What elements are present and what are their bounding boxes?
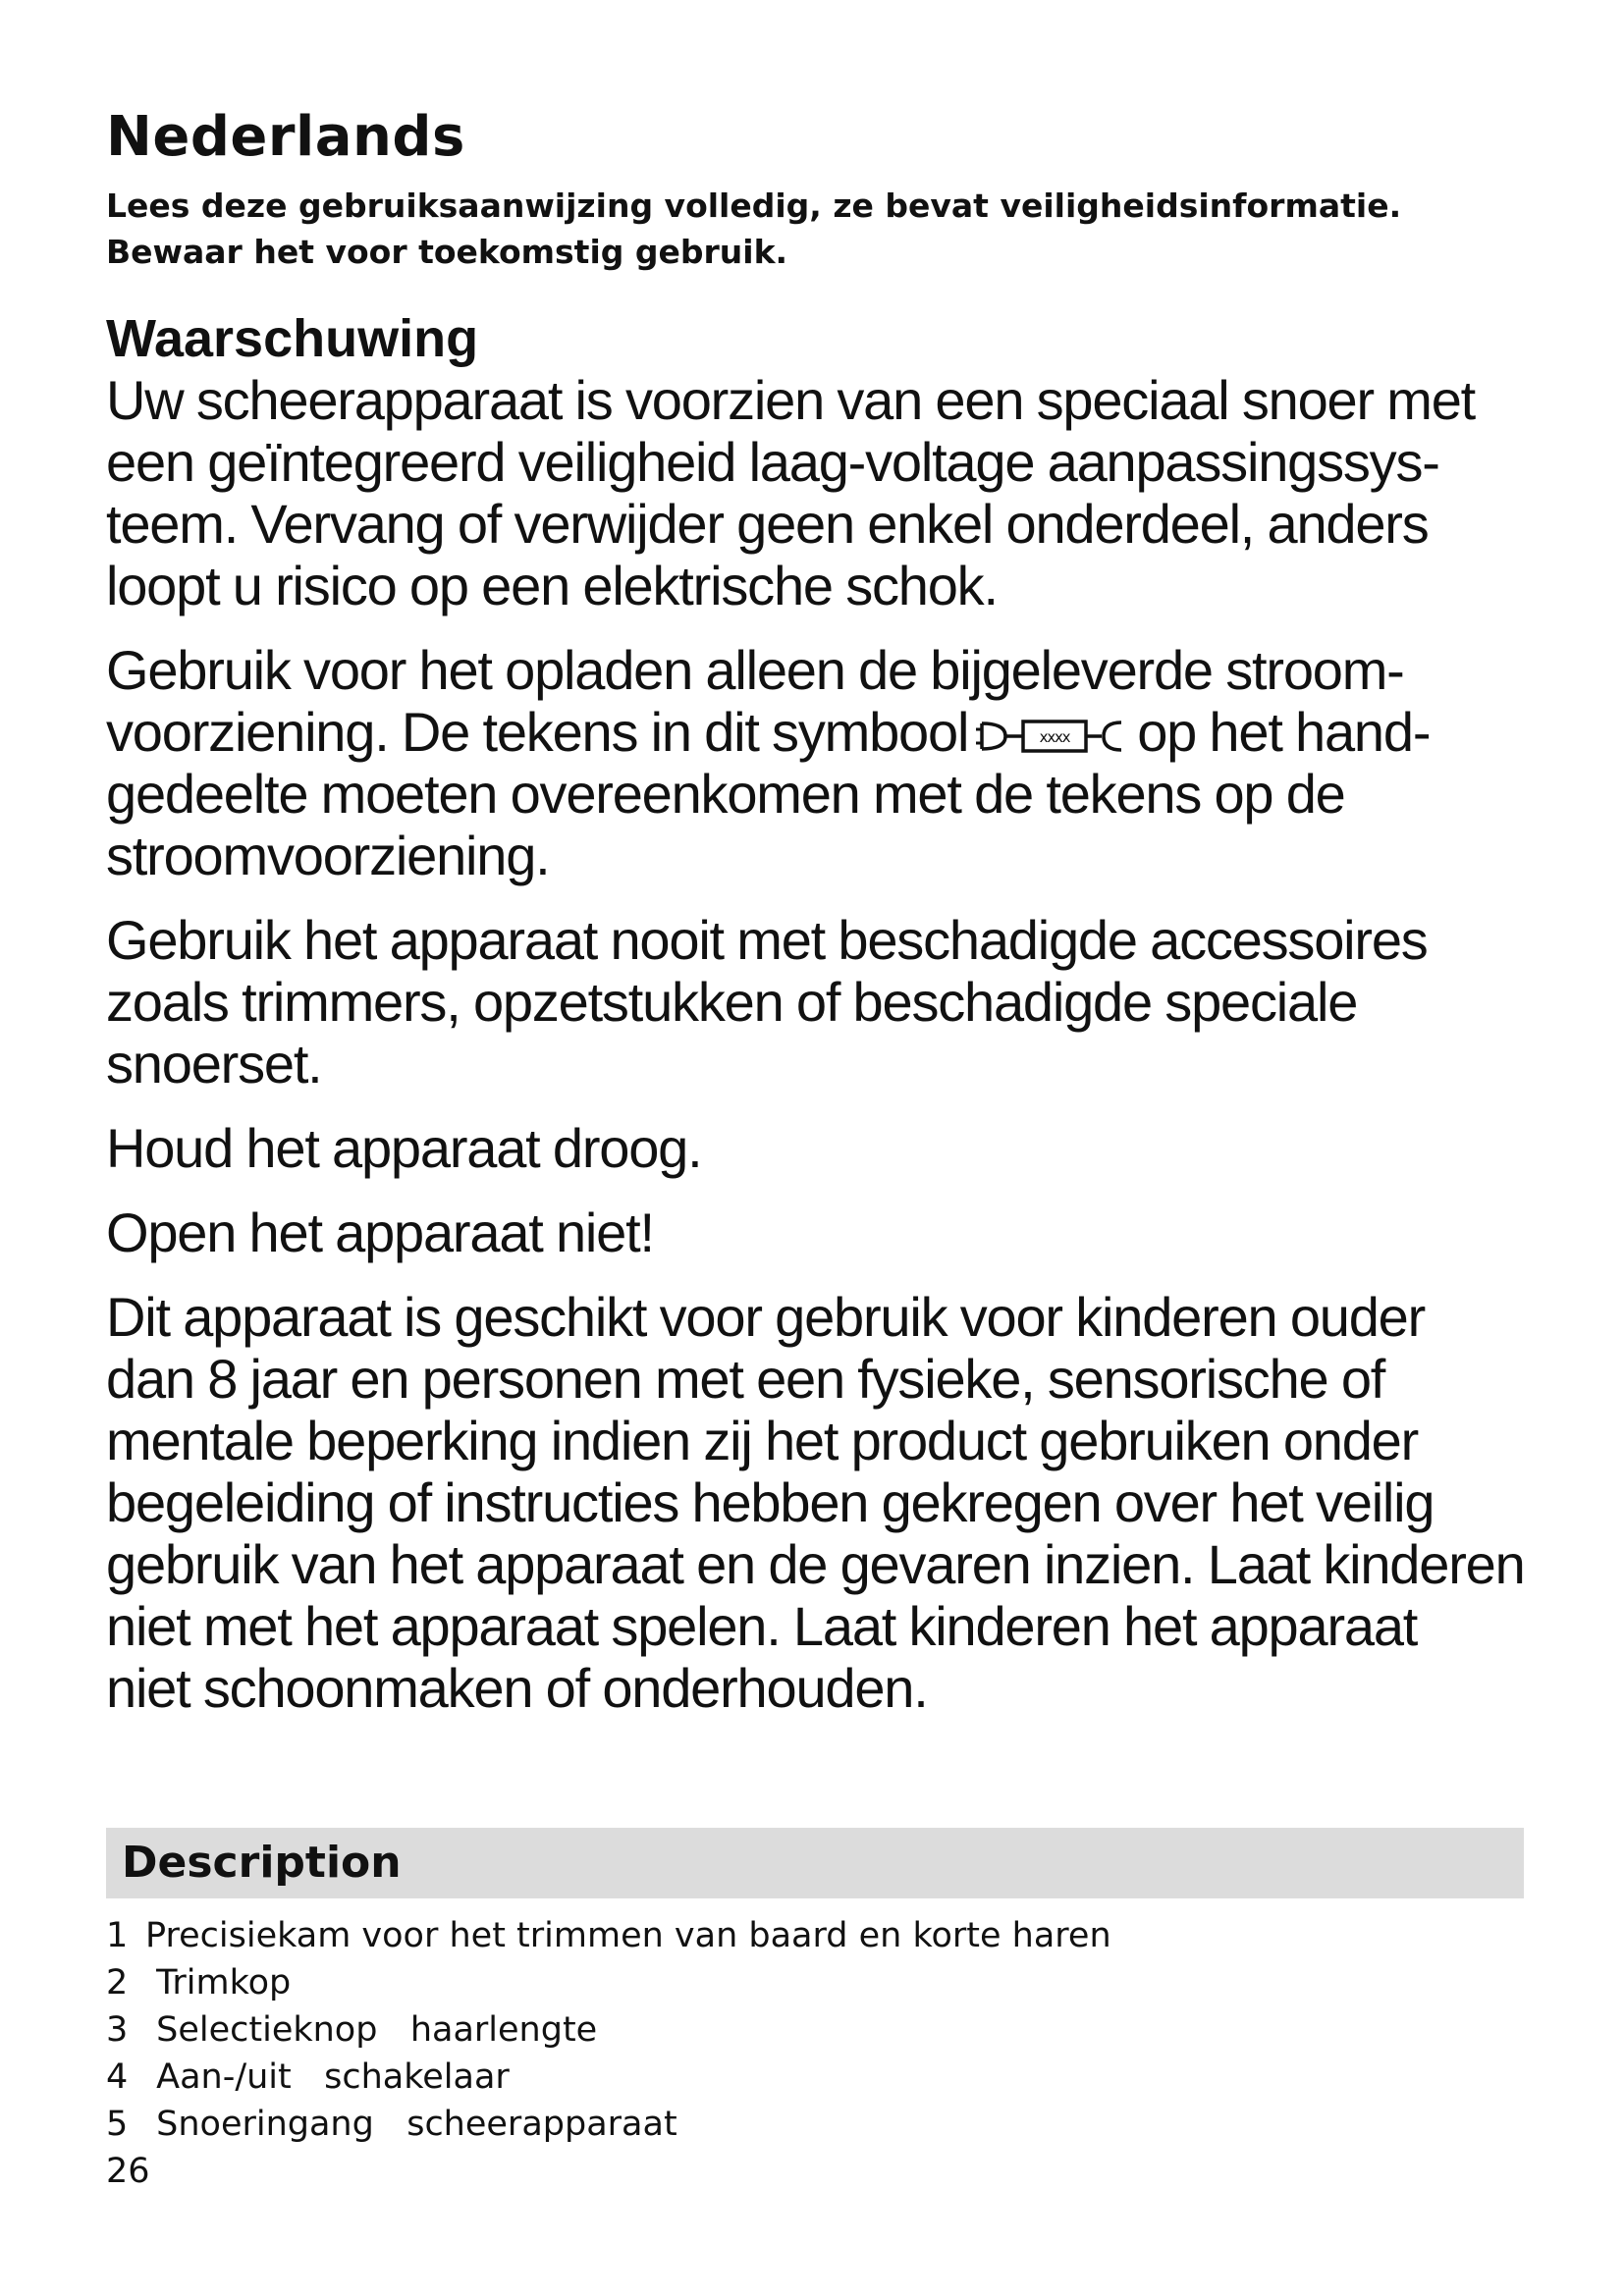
text-line: loopt u risico op een elektrische schok. <box>106 555 998 616</box>
list-item <box>106 1912 1111 1959</box>
item-number: 3 <box>106 2010 129 2050</box>
item-number: 5 <box>106 2105 129 2144</box>
warning-paragraph-charging <box>106 639 1530 886</box>
warning-paragraph-dry <box>106 1117 1530 1179</box>
text-line: Uw scheerapparaat is voorzien van een speciaal snoer met <box>106 369 1476 431</box>
text-line: mentale beperking indien zij het product gebruiken onder <box>106 1410 1419 1471</box>
item-text: Snoeringang scheerapparaat <box>145 2105 677 2144</box>
text-line: zoals trimmers, opzetstukken of beschadigde speciale <box>106 971 1358 1033</box>
text-line: teem. Vervang of verwijder geen enkel onderdeel, anders <box>106 493 1429 555</box>
list-item <box>106 2054 1111 2101</box>
text-line: stroomvoorziening. <box>106 825 550 886</box>
text-line: Houd het apparaat droog. <box>106 1117 702 1179</box>
text-line: Dit apparaat is geschikt voor gebruik voor kinderen ouder <box>106 1286 1426 1348</box>
text-line: gebruik van het apparaat en de gevaren inzien. Laat kinderen <box>106 1533 1525 1595</box>
text-line: een geïntegreerd veiligheid laag-voltage aanpassingssys- <box>106 431 1439 493</box>
intro-line: Lees deze gebruiksaanwijzing volledig, ze bevat veiligheidsinformatie. <box>106 187 1402 225</box>
warning-paragraph-open <box>106 1201 1530 1263</box>
text-line: dan 8 jaar en personen met een fysieke, sensorische of <box>106 1348 1385 1410</box>
text-line: niet met het apparaat spelen. Laat kinderen het apparaat <box>106 1595 1418 1657</box>
power-supply-symbol-icon <box>976 714 1133 757</box>
warning-heading: Waarschuwing <box>106 309 479 368</box>
item-number: 4 <box>106 2057 129 2097</box>
text-line: Open het apparaat niet! <box>106 1201 654 1263</box>
warning-paragraph-accessories <box>106 909 1530 1095</box>
text-line: niet schoonmaken of onderhouden. <box>106 1657 928 1719</box>
text-fragment: op het hand- <box>1137 701 1431 763</box>
item-text: Precisiekam voor het trimmen van baard en korte haren <box>145 1916 1111 1955</box>
text-line: Gebruik het apparaat nooit met beschadigde accessoires <box>106 909 1428 971</box>
text-fragment: voorziening. De tekens in dit symbool <box>106 701 969 763</box>
page-number: 26 <box>106 2152 150 2191</box>
warning-paragraph-children <box>106 1286 1530 1719</box>
manual-page <box>106 105 1530 2191</box>
text-line: gedeelte moeten overeenkomen met de tekens op de <box>106 763 1345 825</box>
item-text: Trimkop <box>145 1963 292 2002</box>
language-heading: Nederlands <box>106 105 465 169</box>
warning-paragraph-cord <box>106 369 1530 616</box>
text-line-with-symbol <box>106 701 1530 763</box>
description-header-bar <box>106 1828 1524 1898</box>
text-line: begeleiding of instructies hebben gekregen over het veilig <box>106 1471 1435 1533</box>
symbol-text: xxxx <box>1039 728 1070 746</box>
text-line: Gebruik voor het opladen alleen de bijgeleverde stroom- <box>106 639 1404 701</box>
description-heading: Description <box>122 1838 402 1888</box>
intro-line: Bewaar het voor toekomstig gebruik. <box>106 233 788 271</box>
item-number: 2 <box>106 1963 129 2002</box>
list-item <box>106 2006 1111 2054</box>
description-list <box>106 1912 1111 2148</box>
intro-notice <box>106 183 1530 275</box>
item-number: 1 <box>106 1916 129 1955</box>
item-text: Selectieknop haarlengte <box>145 2010 598 2050</box>
item-text: Aan-/uit schakelaar <box>145 2057 510 2097</box>
list-item <box>106 2101 1111 2148</box>
list-item <box>106 1959 1111 2006</box>
text-line: snoerset. <box>106 1033 322 1095</box>
